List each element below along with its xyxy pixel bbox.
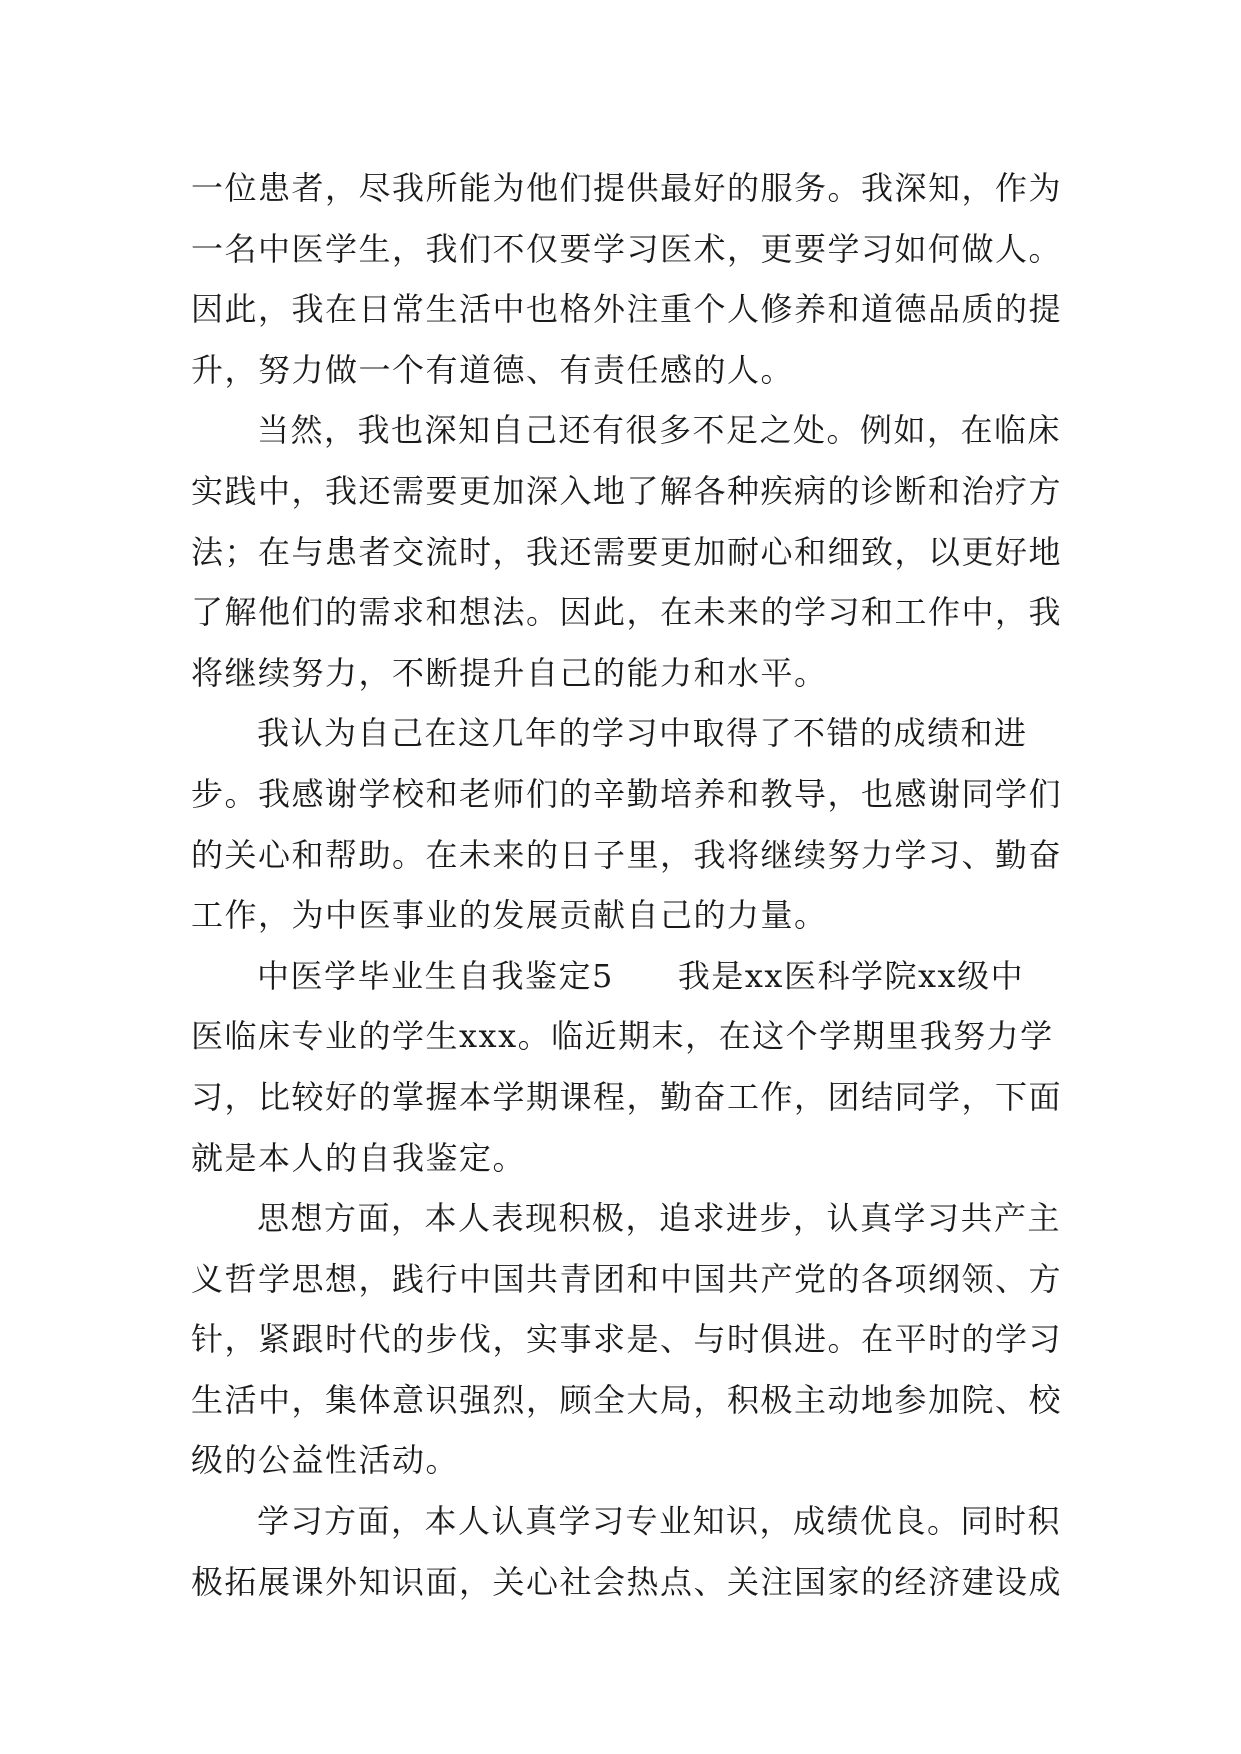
- paragraph-3: [191, 703, 1071, 945]
- paragraph-line-rest: 我是xx医科学院xx级中: [677, 956, 1025, 995]
- paragraph-line: 极拓展课外知识面，关心社会热点、关注国家的经济建设成: [191, 1562, 1063, 1601]
- paragraph-line: 习，比较好的掌握本学期课程，勤奋工作，团结同学，下面: [191, 1077, 1063, 1116]
- paragraph-line: 思想方面，本人表现积极，追求进步，认真学习共产主: [257, 1199, 1062, 1238]
- paragraph-first-line: [191, 946, 1071, 1007]
- paragraph-line: 就是本人的自我鉴定。: [191, 1138, 527, 1177]
- paragraph-line: 了解他们的需求和想法。因此，在未来的学习和工作中，我: [191, 593, 1063, 632]
- paragraph-line: 当然，我也深知自己还有很多不足之处。例如，在临床: [257, 411, 1062, 450]
- paragraph-line: 实践中，我还需要更加深入地了解各种疾病的诊断和治疗方: [191, 471, 1063, 510]
- paragraph-line: 一名中医学生，我们不仅要学习医术，更要学习如何做人。: [191, 229, 1063, 268]
- paragraph-line: 级的公益性活动。: [191, 1441, 460, 1480]
- paragraph-4: [191, 946, 1071, 1188]
- paragraph-line: 步。我感谢学校和老师们的辛勤培养和教导，也感谢同学们: [191, 774, 1063, 813]
- document-body: [191, 158, 1071, 1612]
- section-heading: 中医学毕业生自我鉴定5: [257, 956, 614, 995]
- paragraph-line: 将继续努力，不断提升自己的能力和水平。: [191, 653, 828, 692]
- paragraph-line: 的关心和帮助。在未来的日子里，我将继续努力学习、勤奋: [191, 835, 1063, 874]
- paragraph-line: 我认为自己在这几年的学习中取得了不错的成绩和进: [257, 714, 1028, 753]
- paragraph-line: 生活中，集体意识强烈，顾全大局，积极主动地参加院、校: [191, 1380, 1063, 1419]
- paragraph-2: [191, 400, 1071, 703]
- paragraph-1: [191, 158, 1071, 400]
- paragraph-line: 一位患者，尽我所能为他们提供最好的服务。我深知，作为: [191, 169, 1063, 207]
- paragraph-line: 法；在与患者交流时，我还需要更加耐心和细致，以更好地: [191, 532, 1063, 571]
- paragraph-line: 工作，为中医事业的发展贡献自己的力量。: [191, 896, 828, 935]
- paragraph-line: 针，紧跟时代的步伐，实事求是、与时俱进。在平时的学习: [191, 1320, 1063, 1359]
- paragraph-line: 医临床专业的学生xxx。临近期末，在这个学期里我努力学: [191, 1017, 1054, 1056]
- paragraph-line: 因此，我在日常生活中也格外注重个人修养和道德品质的提: [191, 290, 1063, 329]
- paragraph-5: [191, 1188, 1071, 1491]
- paragraph-6: [191, 1491, 1071, 1612]
- paragraph-line: 义哲学思想，践行中国共青团和中国共产党的各项纲领、方: [191, 1259, 1063, 1298]
- paragraph-line: 学习方面，本人认真学习专业知识，成绩优良。同时积: [257, 1502, 1062, 1541]
- paragraph-line: 升，努力做一个有道德、有责任感的人。: [191, 350, 795, 389]
